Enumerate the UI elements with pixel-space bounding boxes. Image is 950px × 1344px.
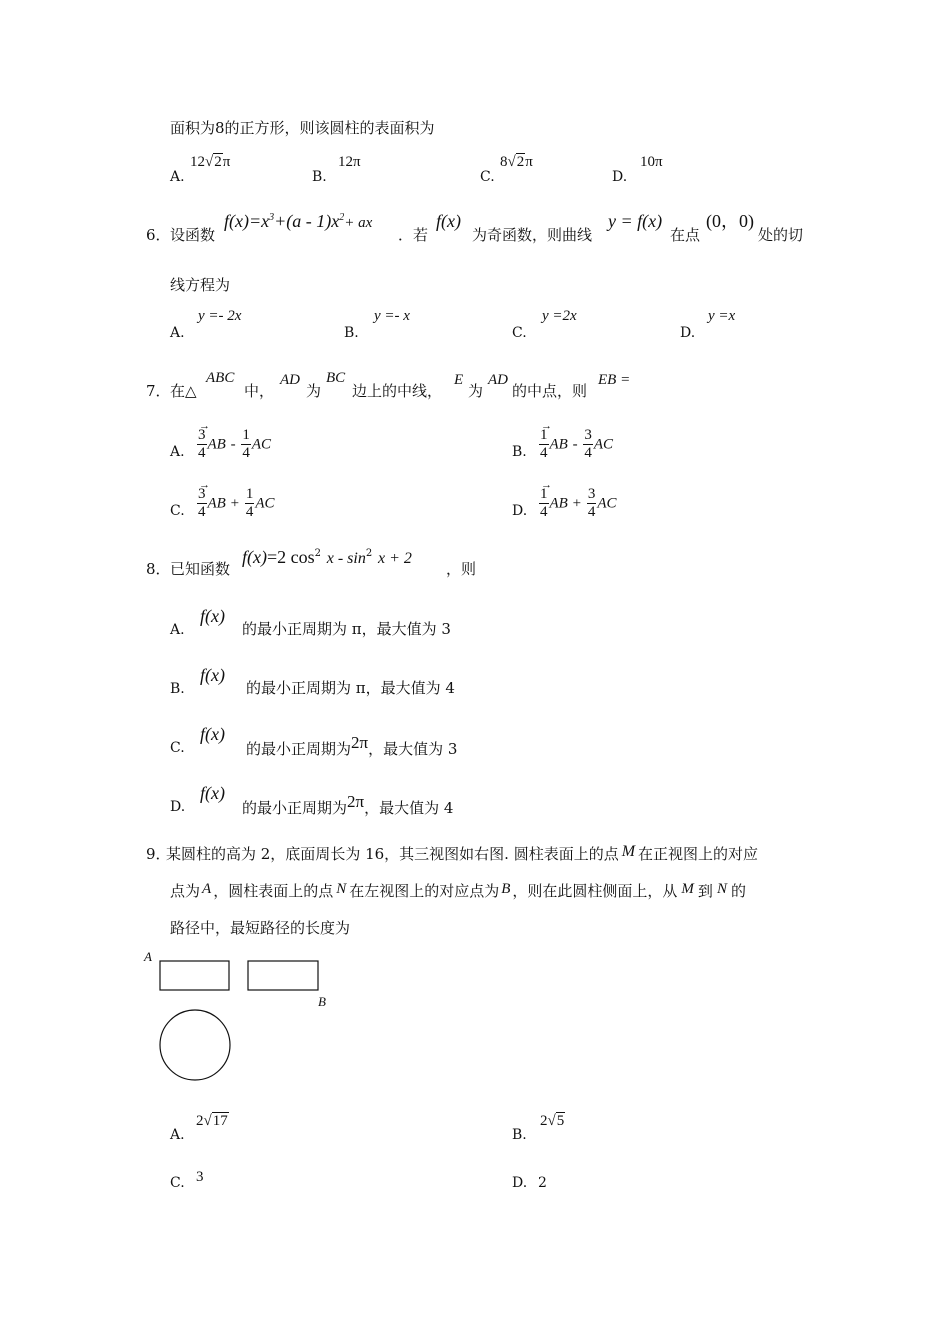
q7-text-6: 的中点，则: [512, 382, 588, 400]
q8-option-d-fx: f(x): [200, 783, 225, 803]
figure-label-b: B: [318, 994, 326, 1009]
q9-option-b-label: B.: [512, 1127, 527, 1143]
q6-text-2: ．若: [398, 226, 429, 244]
q7-option-a-value: → 3 4 AB - $\frac{1}{4}$ AC: [198, 420, 272, 461]
q8-option-c-fx: f(x): [200, 724, 225, 744]
q6-option-b-label: B.: [344, 325, 359, 341]
q8-option-c-label: C.: [170, 740, 185, 756]
q7-text-5: 为: [468, 382, 484, 400]
q7-option-d-label: D.: [512, 503, 528, 519]
q7-option-d-value: → 1 4 AB + $\frac{3}{4}$ AC: [540, 479, 617, 520]
q8-text-1: 已知函数: [170, 560, 231, 578]
q7-option-c-value: → 3 4 AB + $\frac{1}{4}$ AC: [198, 479, 275, 520]
q5-option-b-value: 12π: [338, 154, 361, 170]
q8-option-a-text: 的最小正周期为 π，最大值为 3: [242, 620, 451, 638]
q6-option-c-value: y =2x: [542, 308, 577, 324]
q8-option-b-text: 的最小正周期为 π，最大值为 4: [246, 679, 455, 697]
q5-option-c-value: 8√2π: [500, 154, 533, 170]
q8-option-d-label: D.: [170, 799, 186, 815]
q6-option-a-label: A.: [170, 325, 185, 341]
q5-continuation: 面积为8的正方形，则该圆柱的表面积为: [170, 119, 435, 137]
q8-number: 8．: [146, 560, 171, 578]
q7-option-b-value: → 1 4 AB - $\frac{3}{4}$ AC: [540, 420, 614, 461]
q9-option-d-value: 2: [538, 1175, 547, 1191]
q6-fx-2: f(x): [436, 211, 461, 231]
q9-option-d-label: D.: [512, 1175, 528, 1191]
q6-curve: y = f(x): [608, 211, 663, 231]
q7-option-a-label: A.: [170, 444, 185, 460]
q7-text-4: 边上的中线，: [352, 382, 443, 400]
q6-text-4: 在点: [670, 226, 701, 244]
q6-point: (0，0): [706, 211, 754, 231]
q6-text-1: 设函数: [170, 226, 216, 244]
q5-option-b-label: B.: [312, 169, 327, 185]
q5-option-c-label: C.: [480, 169, 495, 185]
q6-function: $f(x)=x^3+(a - 1)x^2+$ ax: [224, 211, 373, 231]
q6-option-a-value: y =- 2x: [198, 308, 242, 324]
q6-option-d-label: D.: [680, 325, 696, 341]
q6-number: 6．: [146, 226, 171, 244]
q6-text-5: 处的切: [758, 226, 804, 244]
q8-option-c-text: 的最小正周期为2π，最大值为 3: [246, 733, 458, 758]
q7-option-c-label: C.: [170, 503, 185, 519]
q7-text-1: 在△: [170, 382, 197, 400]
three-view-figure: [150, 955, 330, 1090]
q7-ad-2: AD: [488, 372, 508, 388]
q7-e: E: [454, 372, 464, 388]
q9-line-1: 某圆柱的高为 2，底面周长为 16，其三视图如右图. 圆柱表面上的点 M 在正视图上的对应: [166, 843, 759, 863]
q7-abc: ABC: [206, 370, 235, 386]
q9-option-a-label: A.: [170, 1127, 185, 1143]
q8-option-d-text: 的最小正周期为2π，最大值为 4: [242, 792, 454, 817]
q9-line-3: 路径中，最短路径的长度为: [170, 919, 351, 937]
q6-text-3: 为奇函数，则曲线: [472, 226, 593, 244]
q8-option-a-fx: f(x): [200, 606, 225, 626]
q7-bc: BC: [326, 370, 346, 386]
q6-option-c-label: C.: [512, 325, 527, 341]
q9-option-c-label: C.: [170, 1175, 185, 1191]
q9-option-a-value: 2√17: [196, 1113, 228, 1129]
figure-label-a: A: [144, 949, 152, 964]
q8-option-b-fx: f(x): [200, 665, 225, 685]
q5-option-a-value: 12√2π: [190, 154, 231, 170]
q5-option-d-value: 10π: [640, 154, 663, 170]
front-view-rect: [160, 961, 229, 990]
q9-number: 9．: [146, 845, 171, 863]
q8-text-2: ，则: [446, 560, 477, 578]
q7-eb: EB =: [598, 372, 631, 388]
top-view-circle: [160, 1010, 230, 1080]
q7-text-3: 为: [306, 382, 322, 400]
q9-line-2: 点为 A ，圆柱表面上的点 N 在左视图上的对应点为 B ，则在此圆柱侧面上，从 M 到 N 的: [170, 881, 746, 900]
q8-option-b-label: B.: [170, 681, 185, 697]
side-view-rect: [248, 961, 318, 990]
q8-option-a-label: A.: [170, 622, 185, 638]
q9-option-b-value: 2√5: [540, 1113, 565, 1129]
q5-option-a-label: A.: [170, 169, 185, 185]
q5-option-d-label: D.: [612, 169, 628, 185]
q6-option-d-value: y =x: [708, 308, 736, 324]
q7-text-2: 中，: [244, 382, 275, 400]
q9-option-c-value: 3: [196, 1169, 204, 1185]
q7-option-b-label: B.: [512, 444, 527, 460]
q7-number: 7．: [146, 382, 171, 400]
q6-option-b-value: y =- x: [374, 308, 410, 324]
q6-text-6: 线方程为: [170, 276, 231, 294]
q8-function: f(x)=2 $\cos^2 x - \sin^2 x + 2$: [242, 547, 412, 567]
q7-ad: AD: [280, 372, 300, 388]
